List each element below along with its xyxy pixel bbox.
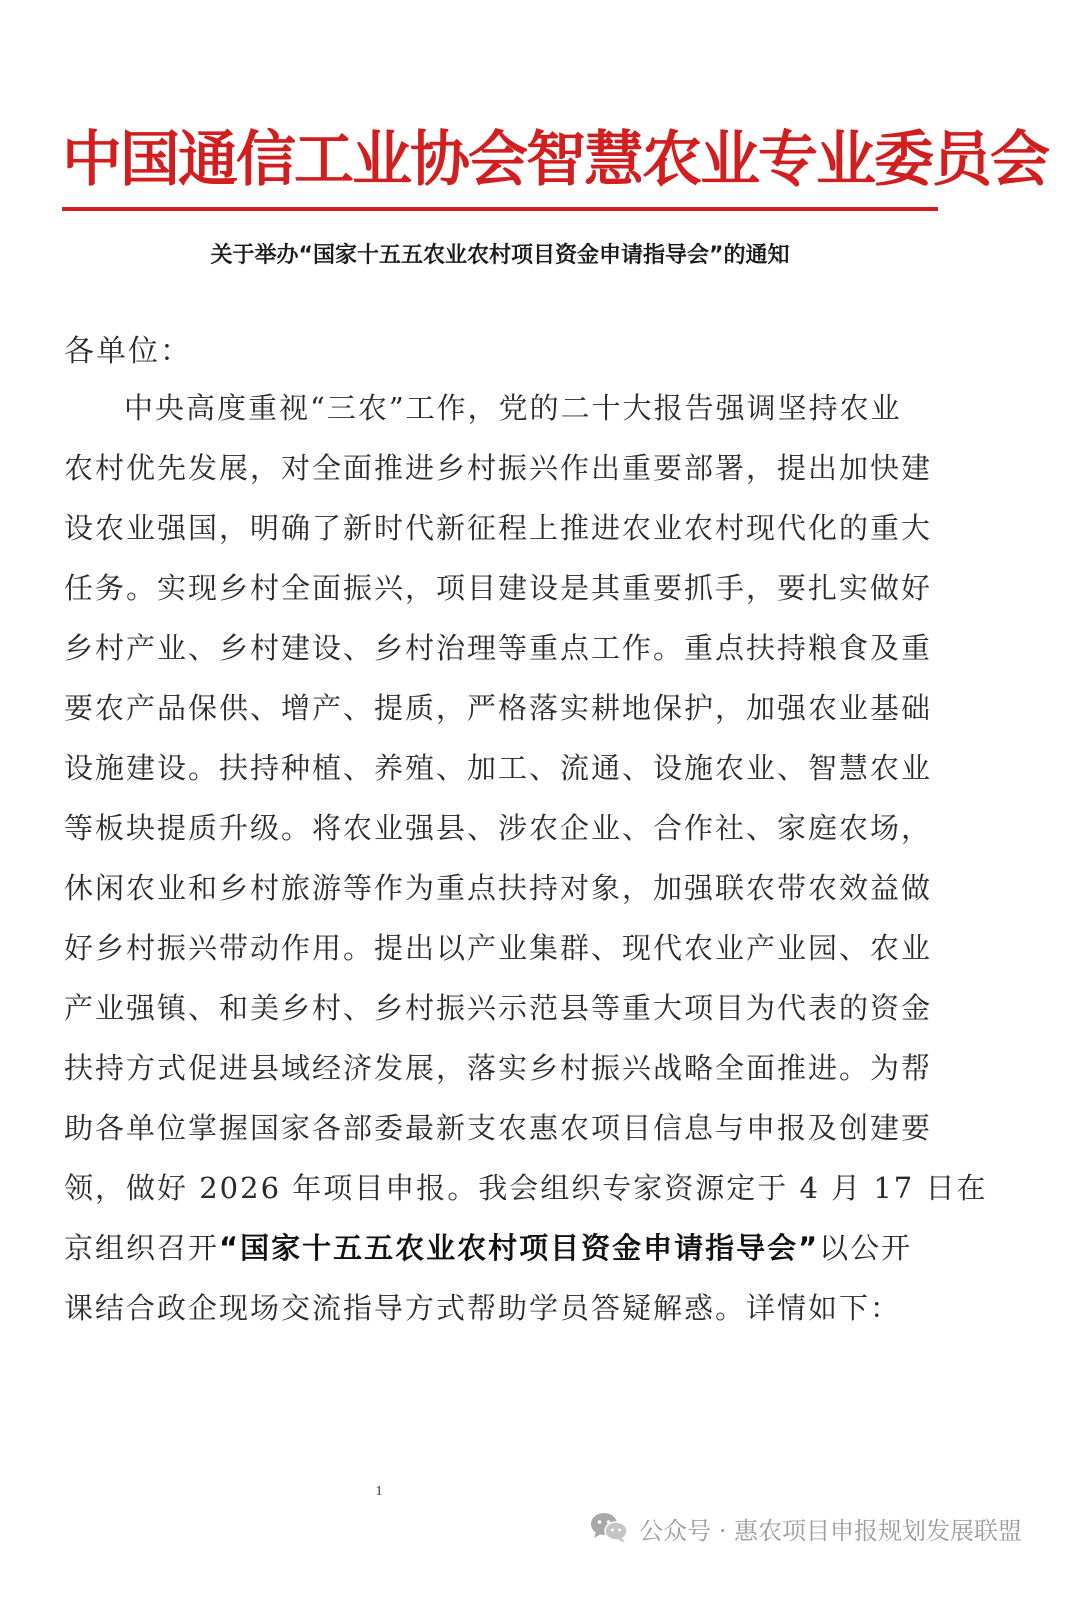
notice-title: 关于举办“国家十五五农业农村项目资金申请指导会”的通知 [210,243,790,268]
body-line: 设农业强国，明确了新时代新征程上推进农业农村现代化的重大 [64,511,933,545]
body-line: 中央高度重视“三农”工作，党的二十大报告强调坚持农业 [124,391,902,425]
body-line: 课结合政企现场交流指导方式帮助学员答疑解惑。详情如下： [64,1291,902,1325]
body-line: 任务。实现乡村全面振兴，项目建设是其重要抓手，要扎实做好 [64,571,933,605]
body-line: 农村优先发展，对全面推进乡村振兴作出重要部署，提出加快建 [64,451,933,485]
body-line: 等板块提质升级。将农业强县、涉农企业、合作社、家庭农场， [64,811,933,845]
wechat-watermark [589,1508,1022,1548]
body-line: 好乡村振兴带动作用。提出以产业集群、现代农业产业园、农业 [64,931,933,965]
body-line: 领，做好 2026 年项目申报。我会组织专家资源定于 4 月 17 日在 [64,1171,988,1205]
body-line: 要农产品保供、增产、提质，严格落实耕地保护，加强农业基础 [64,691,933,725]
body-line-suffix: 以公开 [819,1231,913,1265]
body-line: 休闲农业和乡村旅游等作为重点扶持对象，加强联农带农效益做 [64,871,933,905]
body-line: 扶持方式促进县域经济发展，落实乡村振兴战略全面推进。为帮 [64,1051,933,1085]
letterhead-red-rule [62,207,938,211]
body-line: 乡村产业、乡村建设、乡村治理等重点工作。重点扶持粮食及重 [64,631,933,665]
event-name-bold: “国家十五五农业农村项目资金申请指导会” [219,1231,820,1265]
page-number: 1 [375,1484,383,1499]
body-line-event [64,1218,924,1278]
body-line: 产业强镇、和美乡村、乡村振兴示范县等重大项目为代表的资金 [64,991,933,1025]
body-line-prefix: 京组织召开 [64,1231,220,1265]
body-line: 助各单位掌握国家各部委最新支农惠农项目信息与申报及创建要 [64,1111,933,1145]
body-line: 设施建设。扶持种植、养殖、加工、流通、设施农业、智慧农业 [64,751,933,785]
wechat-icon [589,1511,629,1545]
notice-body [64,378,988,1338]
watermark-text: 公众号 · 惠农项目申报规划发展联盟 [639,1516,1022,1545]
organization-letterhead: 中国通信工业协会智慧农业专业委员会 [62,125,1048,195]
salutation: 各单位： [64,334,192,369]
